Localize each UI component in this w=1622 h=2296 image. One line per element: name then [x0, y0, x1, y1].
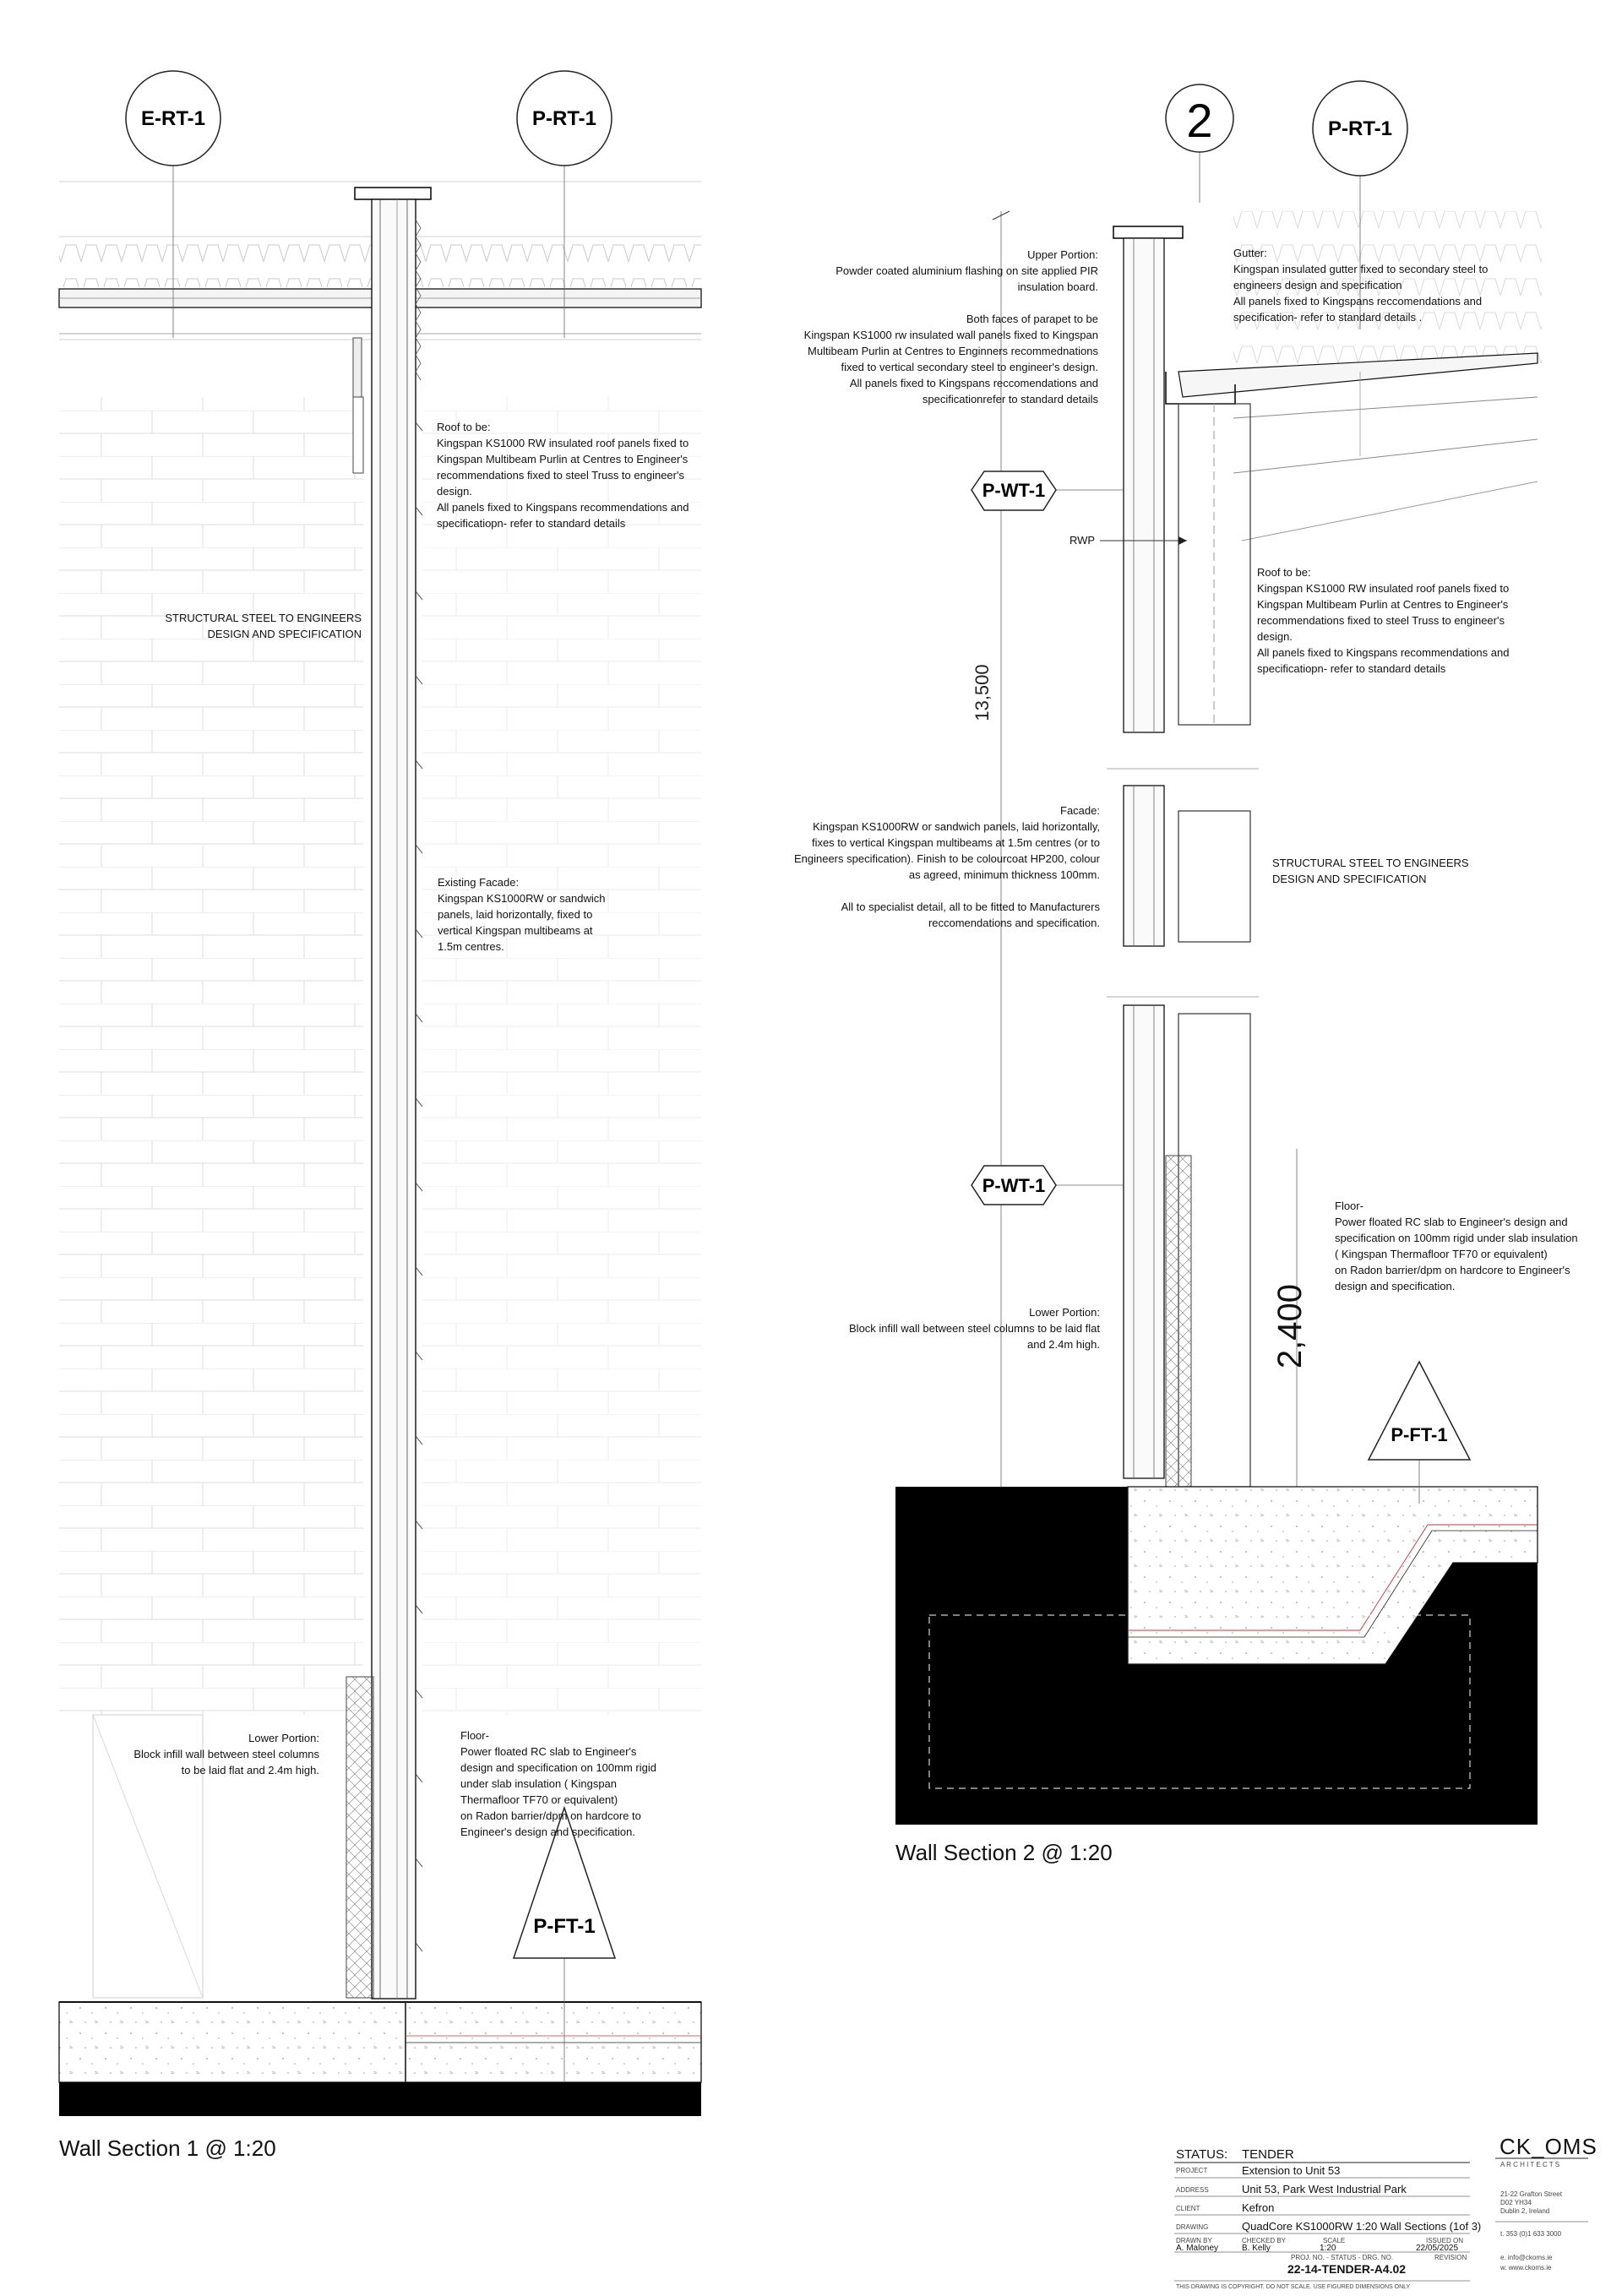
- s2-floor-note: Floor- Power floated RC slab to Engineer's design and specification on 100mm rigid under slab insulation ( Kingspan Thermafloor TF70 or equivalent) on Radon barrier/dpm on hardcore to Engineer's design and specification.: [1335, 1200, 1578, 1292]
- drawn-by-value: A. Maloney: [1176, 2244, 1219, 2253]
- s2-upper-portion-note: Upper Portion: Powder coated aluminium flashing on site applied PIR insulation board. Both faces of parapet to be Kingspan KS1000 rw insulated wall panels fixed to Kingspan Multibeam Purlin at Centres to Enginners recommednations fixed to vertical secondary steel to engineer's design. All panels fixed to Kingspans reccomendations and specificationrefer to standard details: [803, 248, 1098, 405]
- firm-web: w. www.ckoms.ie: [1500, 2264, 1552, 2272]
- firm-address: 21-22 Grafton Street D02 YH34 Dublin 2, Ireland: [1500, 2190, 1562, 2215]
- s2-gutter-note: Gutter: Kingspan insulated gutter fixed to secondary steel to engineers design and specification All panels fixed to Kingspans reccomendations and specification- refer to standard details .: [1233, 247, 1489, 324]
- proj-no-label: PROJ. NO. - STATUS - DRG. NO.: [1291, 2254, 1394, 2261]
- checked-by-value: B. Kelly: [1242, 2244, 1271, 2253]
- address-value: Unit 53, Park West Industrial Park: [1242, 2183, 1407, 2195]
- client-label: CLIENT: [1176, 2205, 1200, 2212]
- s2-facade-note: Facade: Kingspan KS1000RW or sandwich panels, laid horizontally, fixes to vertical Kingspan multibeams at 1.5m centres (or to Engineers specification). Finish to be colourcoat HP200, colour as agreed, minimum thickness 100mm. All to specialist detail, all to be fitted to Manufacturers reccomendations and specification.: [793, 804, 1100, 929]
- wall-section-2-title: Wall Section 2 @ 1:20: [895, 1840, 1113, 1865]
- dimension-2400: 2,400: [1271, 1283, 1309, 1369]
- s1-floor-note: Floor- Power floated RC slab to Engineer's design and specification on 100mm rigid under slab insulation ( Kingspan Thermafloor TF70 or equivalent) on Radon barrier/dpm on hardcore to Engineer's design and specification.: [460, 1729, 656, 1838]
- dimension-13500: 13,500: [972, 664, 993, 721]
- wall-section-1-title: Wall Section 1 @ 1:20: [59, 2135, 276, 2161]
- client-value: Kefron: [1242, 2201, 1275, 2214]
- project-label: PROJECT: [1176, 2167, 1208, 2174]
- s1-structural-steel-note: STRUCTURAL STEEL TO ENGINEERS DESIGN AND SPECIFICATION: [165, 612, 362, 640]
- s2-roof-note: Roof to be: Kingspan KS1000 RW insulated roof panels fixed to Kingspan Multibeam Purlin at Centres to Engineer's recommendations fixed to steel Truss to engineer's design. All panels fixed to Kingspans recommendations and specificatiopn- refer to standard details: [1257, 566, 1510, 675]
- tag-p-rt-1: P-RT-1: [531, 107, 597, 130]
- tag-p-ft-1: P-FT-1: [533, 1915, 596, 1938]
- issued-on-label: ISSUED ON: [1426, 2237, 1464, 2244]
- status-value: TENDER: [1242, 2147, 1294, 2162]
- drawing-value: QuadCore KS1000RW 1:20 Wall Sections (1of 3): [1242, 2220, 1482, 2233]
- firm-logo: CK_OMS: [1500, 2134, 1598, 2159]
- s2-structural-steel-note: STRUCTURAL STEEL TO ENGINEERS DESIGN AND SPECIFICATION: [1272, 857, 1469, 885]
- s2-rwp-note: RWP: [1070, 534, 1096, 547]
- copyright-note: THIS DRAWING IS COPYRIGHT. DO NOT SCALE. USE FIGURED DIMENSIONS ONLY: [1176, 2284, 1411, 2290]
- firm-email: e. info@ckoms.ie: [1500, 2254, 1553, 2261]
- firm-subtitle: A R C H I T E C T S: [1500, 2161, 1560, 2168]
- s1-roof-note: Roof to be: Kingspan KS1000 RW insulated roof panels fixed to Kingspan Multibeam Purlin at Centres to Engineer's recommendations fixed to steel Truss to engineer's design. All panels fixed to Kingspans recommendations and specificatiopn- refer to standard details: [437, 421, 689, 530]
- tag-p-wt-1-upper: P-WT-1: [982, 480, 1046, 501]
- tag-p-rt-1-s2: P-RT-1: [1327, 117, 1393, 140]
- s1-facade-note: Existing Facade: Kingspan KS1000RW or sandwich panels, laid horizontally, fixed to vertical Kingspan multibeams at 1.5m centres.: [438, 876, 606, 953]
- scale-value: 1:20: [1320, 2244, 1336, 2253]
- status-label: STATUS:: [1176, 2147, 1228, 2162]
- drawn-by-label: DRAWN BY: [1176, 2237, 1212, 2244]
- issued-on-value: 22/05/2025: [1416, 2244, 1459, 2253]
- scale-label: SCALE: [1323, 2237, 1346, 2244]
- proj-no-value: 22-14-TENDER-A4.02: [1287, 2262, 1407, 2276]
- s1-lower-portion-note: Lower Portion: Block infill wall between steel columns to be laid flat and 2.4m high.: [133, 1732, 319, 1776]
- drawing-label: DRAWING: [1176, 2223, 1209, 2231]
- firm-phone: t. 353 (0)1 633 3000: [1500, 2230, 1562, 2238]
- tag-p-wt-1-lower: P-WT-1: [982, 1175, 1046, 1196]
- revision-label: REVISION: [1434, 2254, 1467, 2261]
- s2-lower-portion-note: Lower Portion: Block infill wall between steel columns to be laid flat and 2.4m high.: [849, 1306, 1100, 1351]
- checked-by-label: CHECKED BY: [1242, 2237, 1287, 2244]
- tag-e-rt-1: E-RT-1: [140, 107, 206, 130]
- address-label: ADDRESS: [1176, 2186, 1209, 2194]
- tag-p-ft-1-s2: P-FT-1: [1391, 1424, 1448, 1445]
- tag-section-number: 2: [1186, 94, 1213, 147]
- project-value: Extension to Unit 53: [1242, 2164, 1341, 2177]
